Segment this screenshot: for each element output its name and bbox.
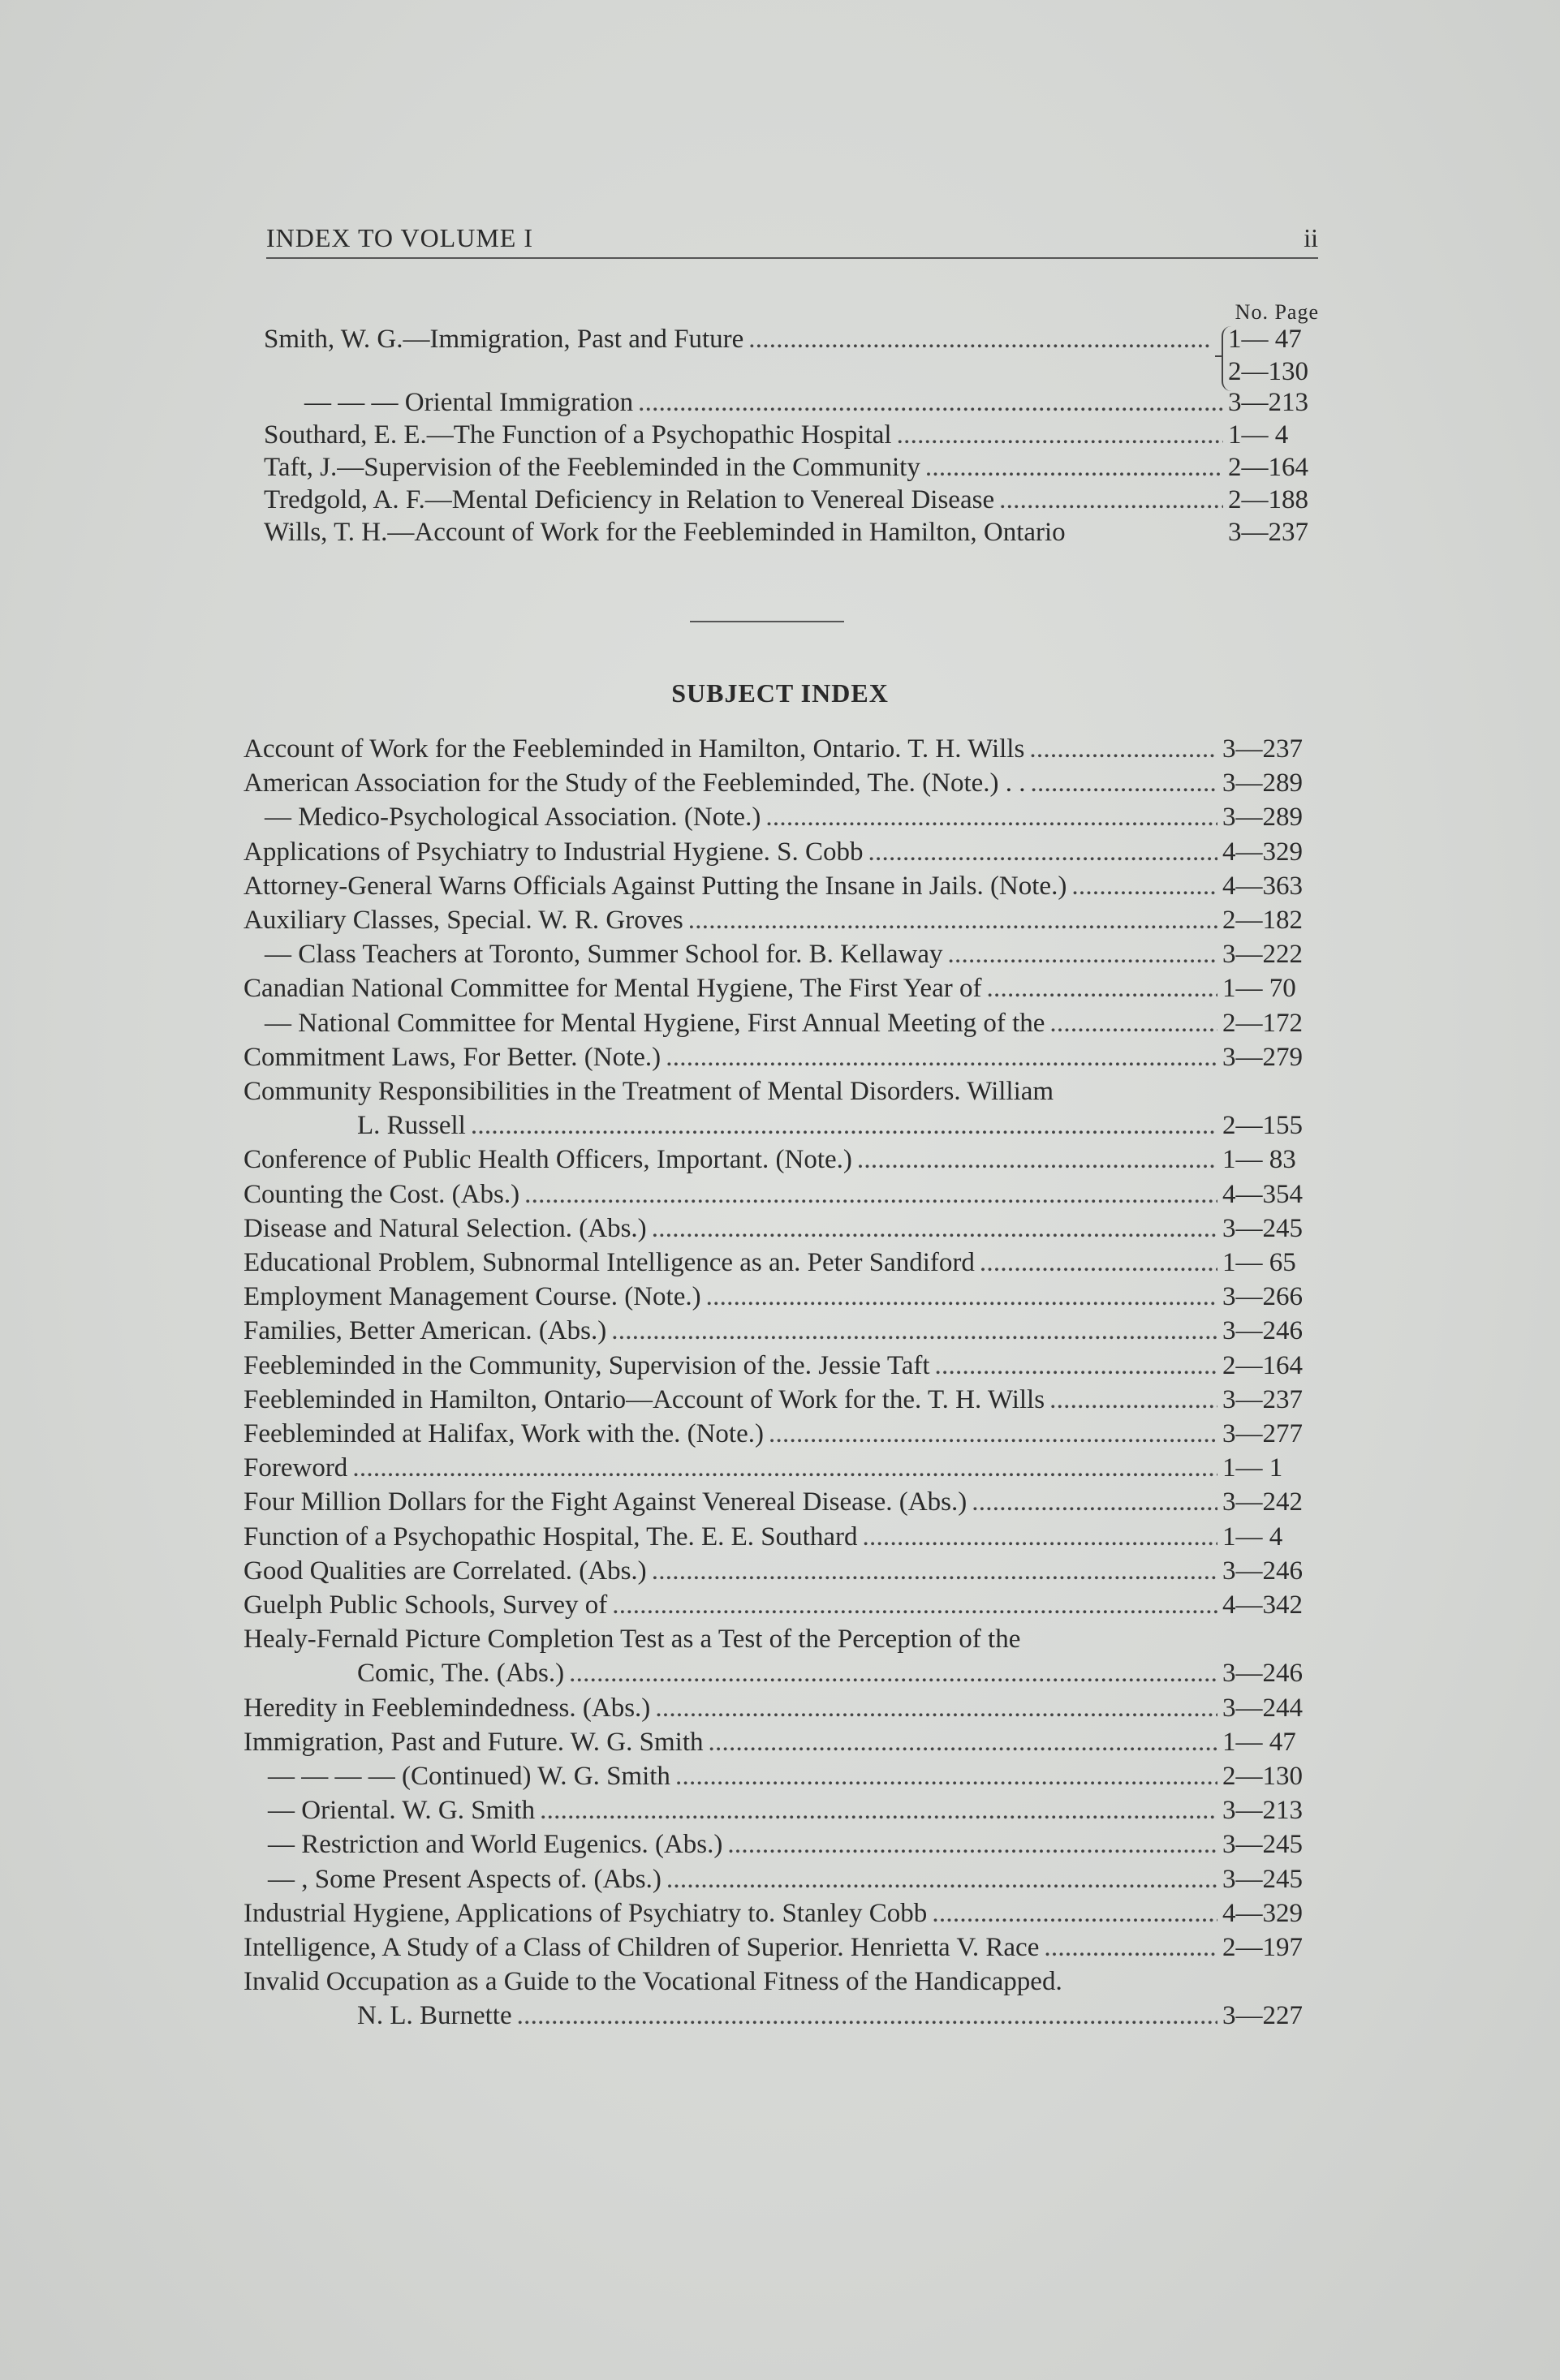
entry-text: Taft, J.—Supervision of the Feebleminded in the Community <box>264 453 920 482</box>
leader-dots <box>652 1214 1217 1244</box>
index-entry <box>243 1009 1313 1039</box>
leader-dots <box>709 1728 1218 1758</box>
entry-ref: 4—329 <box>1222 1898 1303 1928</box>
subject-index-heading: SUBJECT INDEX <box>671 678 889 708</box>
entry-ref: 2—164 <box>1228 453 1308 482</box>
entry-text: Wills, T. H.—Account of Work for the Feebleminded in Hamilton, Ontario <box>264 518 1066 547</box>
index-entry <box>243 1385 1313 1415</box>
index-entry <box>243 1453 1313 1483</box>
entry-text: — Restriction and World Eugenics. (Abs.) <box>268 1830 723 1860</box>
leader-dots <box>611 1316 1217 1346</box>
entry-ref: 3—266 <box>1222 1282 1303 1312</box>
entry-ref: 3—244 <box>1222 1693 1303 1723</box>
leader-dots <box>972 1487 1217 1517</box>
index-entry <box>264 420 1319 450</box>
index-entry <box>264 453 1319 483</box>
entry-ref: 3—246 <box>1222 1659 1303 1689</box>
entry-text: Foreword <box>243 1453 348 1483</box>
index-entry <box>243 974 1313 1004</box>
entry-ref: 3—245 <box>1222 1864 1303 1894</box>
leader-dots <box>948 940 1217 970</box>
entry-ref: 3—237 <box>1222 734 1303 764</box>
entry-text: Feebleminded in Hamilton, Ontario—Account of Work for the. T. H. Wills <box>243 1384 1045 1414</box>
entry-ref: 3—245 <box>1222 1830 1303 1860</box>
index-entry <box>243 1351 1313 1381</box>
entry-ref: 3—245 <box>1222 1213 1303 1243</box>
leader-dots <box>655 1694 1217 1724</box>
entry-text: Attorney-General Warns Officials Against Putting the Insane in Jails. (Note.) <box>243 871 1067 901</box>
entry-text: Good Qualities are Correlated. (Abs.) <box>243 1556 647 1586</box>
entry-ref: 2—164 <box>1222 1350 1303 1380</box>
entry-text: — , Some Present Aspects of. (Abs.) <box>268 1864 661 1894</box>
index-entry <box>243 1762 1313 1792</box>
brace-mark <box>1215 355 1223 357</box>
index-entry <box>243 1865 1313 1895</box>
leader-dots <box>524 1180 1217 1210</box>
index-entry <box>243 1556 1313 1586</box>
entry-text: Invalid Occupation as a Guide to the Vocational Fitness of the Handicapped. <box>243 1967 1062 1997</box>
index-entry <box>243 1728 1313 1758</box>
index-entry <box>243 1694 1313 1724</box>
index-entry <box>243 1487 1313 1517</box>
index-entry <box>243 1145 1313 1175</box>
author-index <box>264 300 1319 576</box>
entry-text: Families, Better American. (Abs.) <box>243 1316 607 1346</box>
entry-text: Conference of Public Health Officers, Important. (Note.) <box>243 1145 852 1175</box>
index-entry <box>243 1214 1313 1244</box>
entry-ref: 3—227 <box>1222 2001 1303 2031</box>
index-entry <box>243 940 1313 970</box>
index-entry <box>243 1933 1313 1963</box>
index-entry <box>243 1043 1313 1073</box>
leader-dots <box>765 803 1217 833</box>
index-entry <box>243 734 1313 764</box>
leader-dots <box>999 485 1223 515</box>
section-divider <box>690 621 844 622</box>
column-label: No. Page <box>1235 300 1319 324</box>
entry-text: Auxiliary Classes, Special. W. R. Groves <box>243 906 683 935</box>
entry-text: Immigration, Past and Future. W. G. Smith <box>243 1727 704 1757</box>
leader-dots <box>1029 734 1217 764</box>
index-entry <box>243 1180 1313 1210</box>
leader-dots <box>652 1556 1217 1586</box>
brace-mark <box>1222 326 1236 391</box>
entry-text: L. Russell <box>357 1111 466 1141</box>
index-entry <box>243 1659 1313 1689</box>
entry-ref: 3—237 <box>1222 1384 1303 1414</box>
leader-dots <box>352 1453 1217 1483</box>
leader-dots <box>1071 872 1217 902</box>
entry-ref: 3—213 <box>1222 1796 1303 1826</box>
entry-ref: 2—197 <box>1222 1933 1303 1962</box>
entry-text: Community Responsibilities in the Treatment of Mental Disorders. William <box>243 1077 1054 1106</box>
entry-ref: 3—242 <box>1222 1487 1303 1517</box>
index-entry <box>243 768 1313 798</box>
index-entry <box>243 1830 1313 1860</box>
entry-ref: 3—237 <box>1228 518 1308 547</box>
index-entry <box>243 906 1313 936</box>
index-entry <box>243 1625 1313 1655</box>
entry-text: Disease and Natural Selection. (Abs.) <box>243 1213 647 1243</box>
leader-dots <box>897 420 1223 450</box>
index-entry <box>243 1522 1313 1552</box>
leader-dots <box>1049 1385 1217 1415</box>
entry-ref: 3—246 <box>1222 1556 1303 1586</box>
index-entry <box>243 1077 1313 1107</box>
index-entry <box>264 485 1319 515</box>
entry-text: — Class Teachers at Toronto, Summer School for. B. Kellaway <box>265 940 943 970</box>
entry-ref: 1— 70 <box>1222 974 1296 1004</box>
entry-text: Feebleminded at Halifax, Work with the. (Note.) <box>243 1419 764 1448</box>
entry-text: Employment Management Course. (Note.) <box>243 1282 701 1312</box>
entry-text: Four Million Dollars for the Fight Against Venereal Disease. (Abs.) <box>243 1487 967 1517</box>
entry-ref: 1— 47 <box>1222 1727 1296 1757</box>
index-entry <box>243 1111 1313 1141</box>
leader-dots <box>769 1419 1217 1449</box>
entry-ref: 4—342 <box>1222 1590 1303 1620</box>
index-entry <box>264 388 1319 418</box>
entry-ref: 4—363 <box>1222 871 1303 901</box>
leader-dots <box>862 1522 1217 1552</box>
leader-dots <box>666 1043 1217 1073</box>
entry-text: — — — Oriental Immigration <box>304 388 634 417</box>
entry-text: Counting the Cost. (Abs.) <box>243 1179 520 1209</box>
entry-ref: 3—222 <box>1222 940 1303 970</box>
entry-text: Feebleminded in the Community, Supervision of the. Jessie Taft <box>243 1350 930 1380</box>
entry-text: American Association for the Study of the Feebleminded, The. (Note.) . . <box>243 768 1026 798</box>
entry-ref: 3—289 <box>1222 768 1303 798</box>
leader-dots <box>980 1248 1217 1278</box>
entry-ref: 3—277 <box>1222 1419 1303 1448</box>
index-entry <box>243 1248 1313 1278</box>
leader-dots <box>517 2001 1217 2031</box>
entry-ref: 1— 4 <box>1222 1521 1283 1552</box>
entry-ref: 2—182 <box>1222 906 1303 935</box>
entry-ref: 3—279 <box>1222 1042 1303 1072</box>
index-entry <box>243 1282 1313 1312</box>
leader-dots <box>857 1145 1217 1175</box>
entry-ref: 1— 83 <box>1222 1145 1296 1175</box>
index-entry <box>243 1316 1313 1346</box>
index-entry <box>243 803 1313 833</box>
page-number: ii <box>1304 223 1318 252</box>
leader-dots <box>868 837 1218 867</box>
entry-text: Educational Problem, Subnormal Intelligence as an. Peter Sandiford <box>243 1248 975 1277</box>
entry-text: Function of a Psychopathic Hospital, The. E. E. Southard <box>243 1521 858 1552</box>
leader-dots <box>471 1111 1217 1141</box>
leader-dots <box>935 1351 1218 1381</box>
leader-dots <box>986 974 1217 1004</box>
entry-text: Intelligence, A Study of a Class of Children of Superior. Henrietta V. Race <box>243 1933 1040 1962</box>
entry-text: Applications of Psychiatry to Industrial Hygiene. S. Cobb <box>243 837 864 867</box>
leader-dots <box>688 906 1217 936</box>
entry-text: Industrial Hygiene, Applications of Psychiatry to. Stanley Cobb <box>243 1898 928 1928</box>
entry-ref: 3—289 <box>1222 803 1303 833</box>
index-entry <box>243 1967 1313 1997</box>
entry-text: N. L. Burnette <box>357 2001 512 2031</box>
index-entry <box>264 518 1319 548</box>
leader-dots <box>1049 1009 1217 1039</box>
entry-text: Commitment Laws, For Better. (Note.) <box>243 1042 661 1072</box>
entry-ref: 2—130 <box>1222 1762 1303 1791</box>
entry-ref: 2—130 <box>1228 357 1308 386</box>
leader-dots <box>638 388 1223 418</box>
leader-dots <box>727 1830 1217 1860</box>
index-entry <box>243 1899 1313 1929</box>
entry-ref: 1— 4 <box>1228 420 1289 450</box>
index-entry <box>243 872 1313 902</box>
entry-ref: 3—213 <box>1228 388 1308 417</box>
leader-dots <box>1044 1933 1217 1963</box>
index-entry <box>264 357 1319 387</box>
index-entry <box>243 1796 1313 1826</box>
leader-dots <box>540 1796 1217 1826</box>
leader-dots <box>612 1590 1217 1620</box>
leader-dots <box>932 1899 1217 1929</box>
entry-text: Southard, E. E.—The Function of a Psychopathic Hospital <box>264 420 892 450</box>
entry-ref: 2—188 <box>1228 485 1308 514</box>
entry-ref: 2—155 <box>1222 1111 1303 1141</box>
index-entry <box>243 2001 1313 2031</box>
leader-dots <box>666 1865 1217 1895</box>
index-entry <box>264 325 1319 355</box>
index-entry <box>243 1419 1313 1449</box>
entry-text: Guelph Public Schools, Survey of <box>243 1590 608 1620</box>
entry-text: Smith, W. G.—Immigration, Past and Future <box>264 325 744 354</box>
leader-dots <box>925 453 1223 483</box>
entry-text: — National Committee for Mental Hygiene, First Annual Meeting of the <box>265 1008 1045 1038</box>
entry-text: Canadian National Committee for Mental Hygiene, The First Year of <box>243 974 982 1004</box>
entry-ref: 1— 47 <box>1228 325 1302 354</box>
leader-dots <box>706 1282 1217 1312</box>
subject-index <box>243 734 1313 2049</box>
leader-dots <box>1031 768 1218 798</box>
entry-ref: 2—172 <box>1222 1008 1303 1038</box>
entry-text: Healy-Fernald Picture Completion Test as a Test of the Perception of the <box>243 1625 1021 1655</box>
entry-text: Comic, The. (Abs.) <box>357 1659 565 1689</box>
entry-text: Heredity in Feeblemindedness. (Abs.) <box>243 1693 651 1723</box>
leader-dots <box>675 1762 1217 1792</box>
entry-text: Tredgold, A. F.—Mental Deficiency in Relation to Venereal Disease <box>264 485 995 514</box>
entry-text: Account of Work for the Feebleminded in Hamilton, Ontario. T. H. Wills <box>243 734 1025 764</box>
header-title: INDEX TO VOLUME I <box>266 223 533 252</box>
entry-ref: 3—246 <box>1222 1316 1303 1346</box>
entry-text: — — — — (Continued) W. G. Smith <box>268 1762 670 1791</box>
entry-ref: 1— 1 <box>1222 1453 1283 1483</box>
entry-ref: 1— 65 <box>1222 1248 1296 1277</box>
index-entry <box>243 1590 1313 1620</box>
leader-dots <box>569 1659 1217 1689</box>
entry-text: — Medico-Psychological Association. (Note.) <box>265 803 761 833</box>
entry-ref: 4—354 <box>1222 1179 1303 1209</box>
leader-dots <box>748 325 1212 355</box>
entry-text: — Oriental. W. G. Smith <box>268 1796 536 1826</box>
index-entry <box>243 837 1313 867</box>
running-header <box>266 223 1318 259</box>
entry-ref: 4—329 <box>1222 837 1303 867</box>
